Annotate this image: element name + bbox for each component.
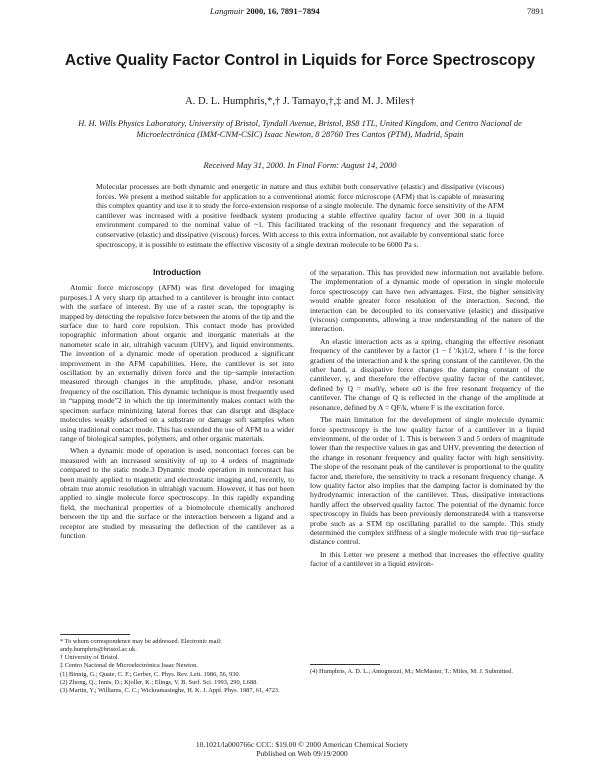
footnotes-right bbox=[310, 668, 544, 676]
abstract: Molecular processes are both dynamic and energetic in nature and thus exhibit both conservative (elastic) and dissipative (viscous) forces. We present a method suitable for application to a conventional atomic force microscope (AFM) that is capable of measuring this complex quantity and use it to study the force-extension response of a single molecule. The dynamic force sensitivity of the AFM cantilever was increased with a positive feedback system producing a stable effective quality factor of over 300 in a liquid environment compared to the nominal value of ~1. This facilitated tracking of the resonant frequency and the separation of conservative (elastic) and dissipative (viscous) forces. With access to this extra information, not available by conventional static force spectroscopy, it is possible to estimate the effective viscosity of a single dextran molecule to be 6000 Pa s. bbox=[96, 182, 504, 249]
footnote: ‡ Centro Nacional de Microelectrónica Isaac Newton. bbox=[60, 662, 198, 670]
footnote: (4) Humphris, A. D. L.; Antognozzi, M.; McMaster, T.; Miles, M. J. Submitted. bbox=[310, 668, 513, 675]
author-list: A. D. L. Humphris,*,† J. Tamayo,†,‡ and M. J. Miles† bbox=[185, 96, 415, 107]
footnote-rule bbox=[310, 664, 380, 665]
left-column bbox=[60, 268, 294, 543]
doi-line: 10.1021/la000766c CCC: $19.00 © 2000 American Chemical Society bbox=[195, 740, 409, 749]
footnote: (2) Zhong, Q.; Innis, D.; Kjoller, K.; Elings, V. B. Surf. Sci. 1993, 290, L688. bbox=[60, 678, 258, 686]
footnotes-left bbox=[60, 638, 294, 696]
page-footer bbox=[60, 740, 544, 758]
paragraph: When a dynamic mode of operation is used, noncontact forces can be measured with an increased sensitivity of up to 4 orders of magnitude compared to the static mode.3 Dynamic mode operation in noncontact has been mainly applied to magnetic and electrostatic imaging and, recently, to obtain true atomic resolution in ultrahigh vacuum. However, it has not been applied to single molecule force spectroscopy. In this rapidly expanding field, the mechanical properties of a biomolecule chemically anchored between the tip and the surface or the interaction between a ligand and a receptor are studied by measuring the deflection of the cantilever as a function bbox=[60, 446, 294, 540]
running-citation: Langmuir 2000, 16, 7891−7894 bbox=[210, 6, 320, 16]
published-date: Published on Web 09/19/2000 bbox=[256, 749, 348, 758]
footnote: * To whom correspondence may be addressed. Electronic mail: andy.humphris@bristol.ac.uk. bbox=[60, 638, 222, 653]
footnote: † University of Bristol. bbox=[60, 654, 120, 662]
received-dates: Received May 31, 2000. In Final Form: August 14, 2000 bbox=[203, 160, 397, 170]
footnote: (3) Martin, Y.; Williams, C. C.; Wickramasinghe, H. K. J. Appl. Phys. 1987, 61, 4723. bbox=[60, 687, 280, 695]
footnote-rule bbox=[60, 634, 130, 635]
paragraph: Atomic force microscopy (AFM) was first developed for imaging purposes.1 A very sharp tip attached to a cantilever is brought into contact with the surface of interest. By use of a raster scan, the topography is mapped by detecting the repulsive force between the atoms of the tip and the surface due to hard core repulsion. This contact mode has provided topographic information about organic and inorganic materials at the nanometer scale in air, ultrahigh vacuum (UHV), and liquid environments. The invention of a dynamic mode of operation produced a significant improvement in the AFM capabilities. Here, the cantilever is set into oscillation by an externally driven force and the tip−sample interaction measured through changes in the amplitude, phase, and/or resonant frequency of the oscillation. This dynamic technique is most frequently used in “tapping mode”2 in which the tip intermittently makes contact with the specimen surface minimizing lateral forces that can disrupt and displace molecules weakly adsorbed on a substrate or damage soft samples when using traditional contact mode. This has extended the use of AFM to a wider range of biological samples, polymers, and other organic materials. bbox=[60, 283, 294, 443]
paragraph: An elastic interaction acts as a spring, changing the effective resonant frequency of the cantilever by a factor (1 − f ′/k)1/2, where f ′ is the force gradient of the interaction and k the spring constant of the cantilever. On the other hand, a dissipative force changes the damping constant of the cantilever, γ, and therefore the effective quality factor of the cantilever, defined by Q = mω0/γ, where ω0 is the free resonant frequency of the cantilever. The change of Q is reflected in the change of the amplitude at resonance, defined by A = QF/k, where F is the excitation force. bbox=[310, 336, 544, 412]
paragraph: In this Letter we present a method that increases the effective quality factor of a cantilever in a liquid environ- bbox=[310, 549, 544, 569]
right-column bbox=[310, 268, 544, 572]
paragraph: The main limitation for the development of single molecule dynamic force spectroscopy is the low quality factor of a cantilever in a liquid environment, of the order of 1. This is between 3 and 5 orders of magnitude lower than the respective values in gas and UHV, preventing the detection of the change in resonant frequency and quality factor with high sensitivity. The slope of the resonant peak of the cantilever is proportional to the quality factor and, therefore, the sensitivity to track a resonant frequency change. A low quality factor also implies that the damping factor is dominated by the hydrodynamic interaction of the cantilever. Thus, dissipative interactions hardly affect the observed quality factor. The potential of the dynamic force spectroscopy in fluids has been previously demonstrated4 with a transverse probe such as a STM tip oscillating parallel to the sample. This study determined the complex stiffness of a single molecule with true tip−surface distance control. bbox=[310, 415, 544, 547]
footnote: (1) Binnig, G.; Quate, C. F.; Gerber, C. Phys. Rev. Lett. 1986, 56, 930. bbox=[60, 670, 241, 678]
affiliation: H. H. Wills Physics Laboratory, University of Bristol, Tyndall Avenue, Bristol, BS8 1TL, United Kingdom, and Centro Nacional de Microelectrónica (IMM-CNM-CSIC) Isaac Newton, 8 28760 Tres Cantos (PTM), Madrid, Spain bbox=[78, 118, 522, 139]
paragraph: of the separation. This has provided new information not available before. The implementation of a dynamic mode of operation in single molecule force spectroscopy can have two advantages. First, the higher sensitivity would enable greater force resolution of the interaction. Second, the interaction can be decoupled to its conservative (elastic) and dissipative (viscous) components, allowing a true understanding of the nature of the interaction. bbox=[310, 268, 544, 334]
section-heading: Introduction bbox=[153, 268, 201, 277]
article-title: Active Quality Factor Control in Liquids for Force Spectroscopy bbox=[64, 52, 536, 69]
page-number: 7891 bbox=[526, 6, 544, 16]
